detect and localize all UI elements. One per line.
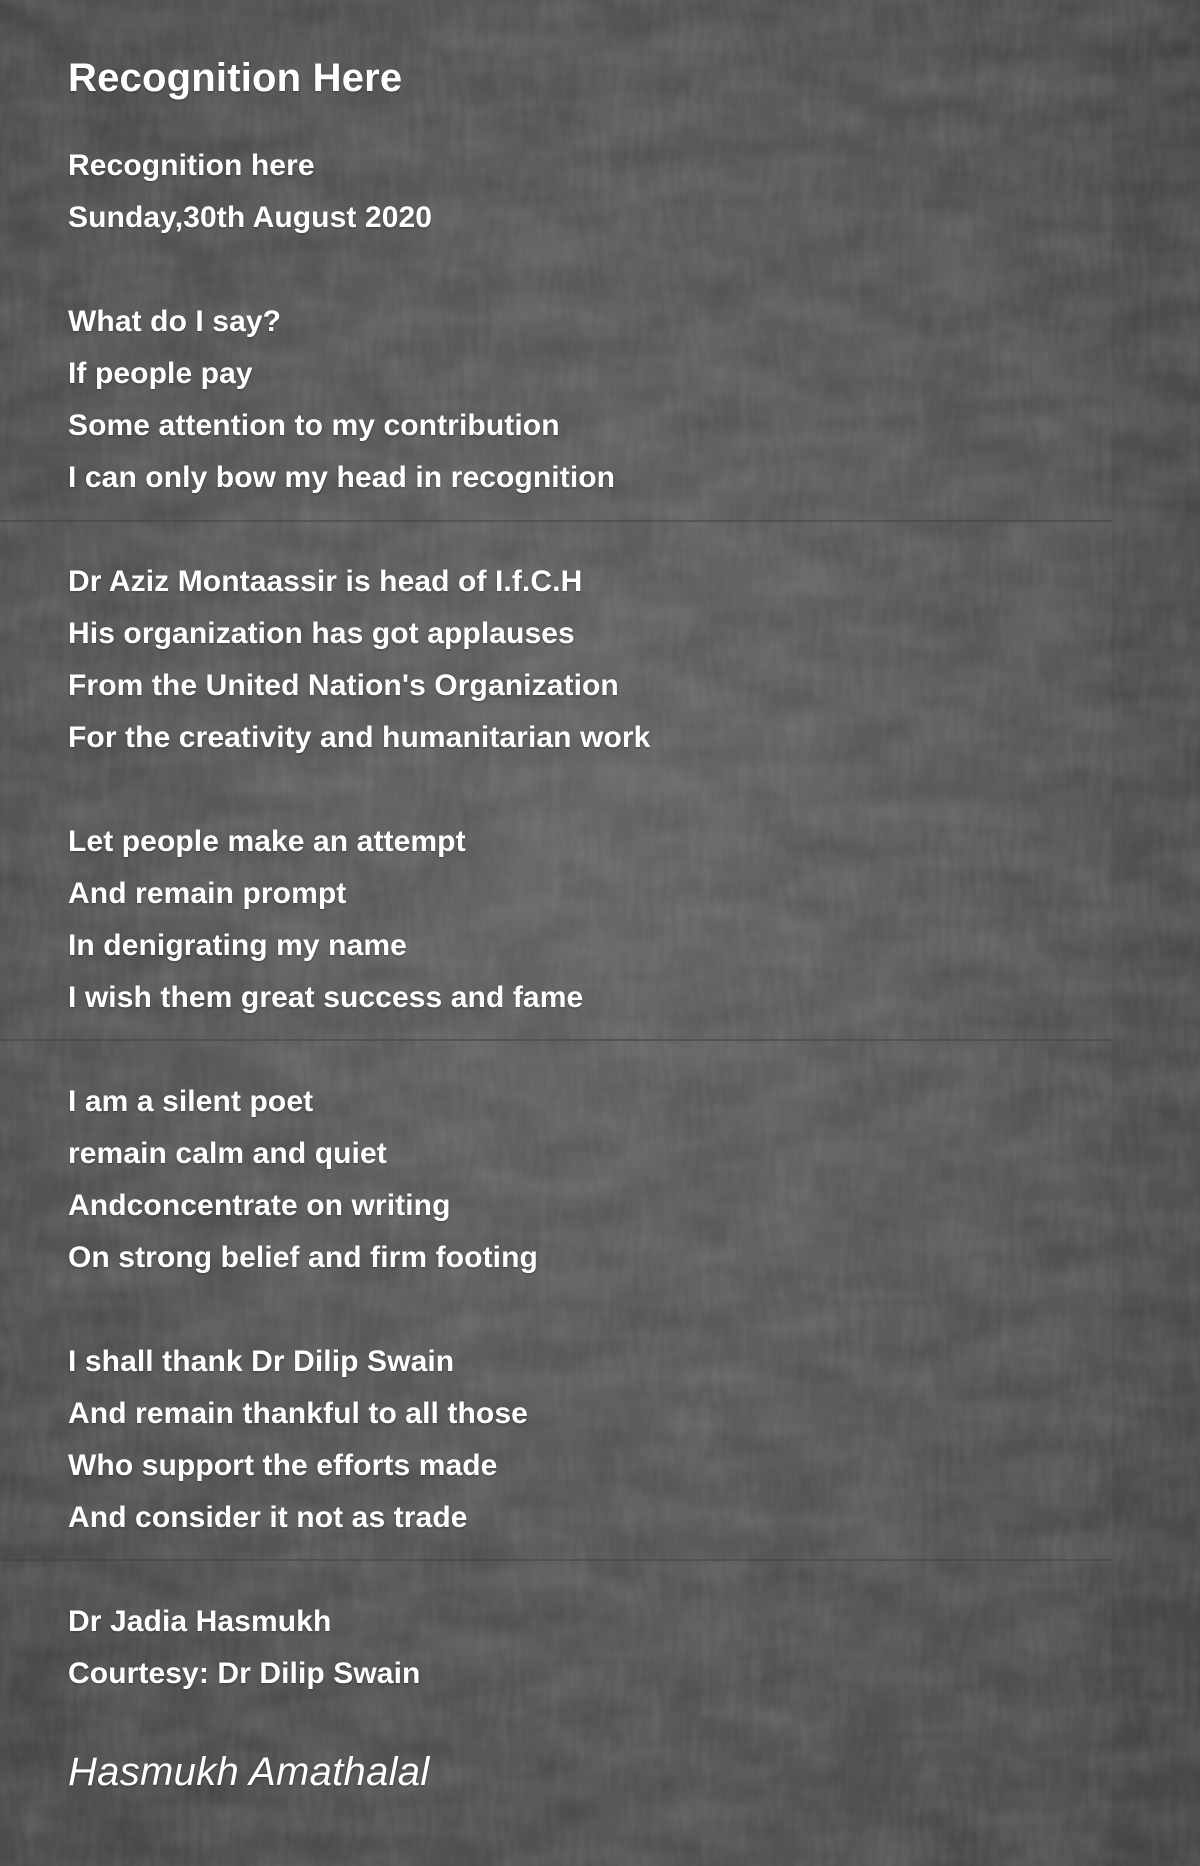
poem-line: I can only bow my head in recognition <box>68 461 616 494</box>
poem-line: For the creativity and humanitarian work <box>68 721 651 754</box>
poem-author: Hasmukh Amathalal <box>68 1750 430 1794</box>
poem-line: And consider it not as trade <box>68 1501 468 1534</box>
poem-line: Recognition here <box>68 149 315 182</box>
poem-line: Who support the efforts made <box>68 1449 498 1482</box>
poem-line: Dr Jadia Hasmukh <box>68 1605 332 1638</box>
poem-container <box>68 50 1128 1800</box>
poem-line: And remain prompt <box>68 877 347 910</box>
poem-stanza <box>68 1596 1128 1700</box>
poem-line: If people pay <box>68 357 253 390</box>
poem-line: Dr Aziz Montaassir is head of I.f.C.H <box>68 565 583 598</box>
poem-body <box>68 140 1128 1700</box>
poem-line: From the United Nation's Organization <box>68 669 619 702</box>
poem-line: Andconcentrate on writing <box>68 1189 451 1222</box>
poem-line: I shall thank Dr Dilip Swain <box>68 1345 455 1378</box>
poem-line: In denigrating my name <box>68 929 407 962</box>
poem-line: Sunday,30th August 2020 <box>68 201 433 234</box>
poem-line: Courtesy: Dr Dilip Swain <box>68 1657 421 1690</box>
poem-stanza <box>68 1076 1128 1284</box>
poem-line: His organization has got applauses <box>68 617 575 650</box>
poem-stanza <box>68 1336 1128 1544</box>
poem-line: Let people make an attempt <box>68 825 466 858</box>
poem-stanza <box>68 816 1128 1024</box>
poem-title: Recognition Here <box>68 56 403 100</box>
poem-stanza <box>68 296 1128 504</box>
poem-line: I wish them great success and fame <box>68 981 584 1014</box>
poem-line: Some attention to my contribution <box>68 409 560 442</box>
poem-stanza <box>68 140 1128 244</box>
poem-line: What do I say? <box>68 305 282 338</box>
poem-stanza <box>68 556 1128 764</box>
poem-line: I am a silent poet <box>68 1085 314 1118</box>
poem-line: And remain thankful to all those <box>68 1397 528 1430</box>
poem-line: On strong belief and firm footing <box>68 1241 538 1274</box>
poem-line: remain calm and quiet <box>68 1137 387 1170</box>
